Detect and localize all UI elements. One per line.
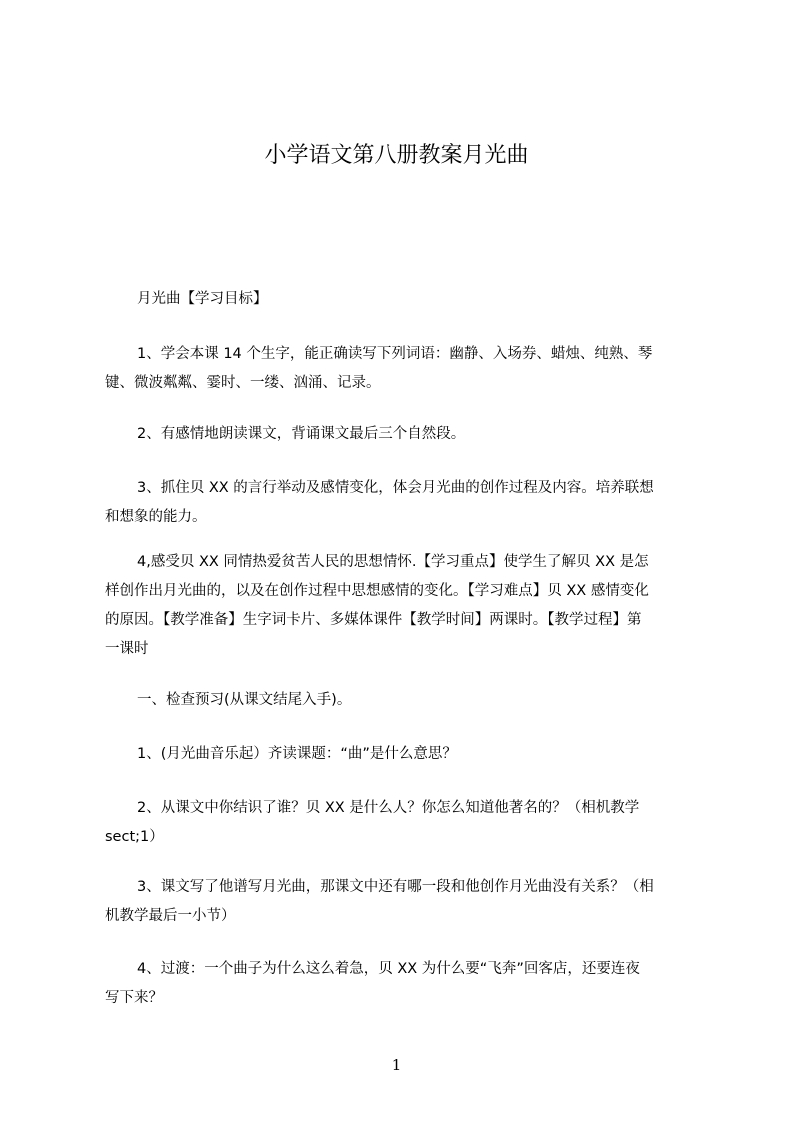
paragraph-section-1 [105,686,705,715]
paragraph-line: 2、有感情地朗读课文，背诵课文最后三个自然段。 [137,426,466,442]
paragraph-goal-2 [105,420,705,449]
paragraph-goal-1 [105,340,705,398]
paragraph-line: 3、课文写了他谱写月光曲，那课文中还有哪一段和他创作月光曲没有关系？（相 [137,879,654,895]
paragraph-line: 4、过渡：一个曲子为什么这么着急，贝 XX 为什么要“飞奔”回客店，还要连夜 [137,961,640,977]
paragraph-step-2 [105,794,705,852]
paragraph-line: 样创作出月光曲的，以及在创作过程中思想感情的变化。【学习难点】贝 XX 感情变化 [105,583,649,599]
page-number: 1 [391,1056,402,1074]
paragraph-line: 月光曲【学习目标】 [137,291,268,307]
paragraph-line: 一、检查预习(从课文结尾入手)。 [137,692,352,708]
paragraph-line: 键、微波粼粼、霎时、一缕、汹涌、记录。 [105,375,381,391]
paragraph-line: 一课时 [105,641,149,657]
paragraph-line: 1、(月光曲音乐起）齐读课题：“曲”是什么意思？ [137,746,457,762]
paragraph-line: 机教学最后一小节） [105,908,236,924]
paragraph-line: 的原因。【教学准备】生字词卡片、多媒体课件【教学时间】两课时。【教学过程】第 [105,612,642,628]
paragraph-goal-3 [105,474,705,532]
paragraph-step-3 [105,873,705,931]
paragraph-line: 2、从课文中你结识了谁？贝 XX 是什么人？你怎么知道他著名的？（相机教学 [137,800,640,816]
paragraph-step-4 [105,955,705,1013]
document-title: 小学语文第八册教案月光曲 [264,143,529,168]
paragraph-goal-4 [105,548,705,664]
paragraph-step-1 [105,740,705,769]
paragraph-line: sect;1） [105,829,164,845]
paragraph-line: 3、抓住贝 XX 的言行举动及感情变化，体会月光曲的创作过程及内容。培养联想 [137,480,654,496]
paragraph-line: 1、学会本课 14 个生字，能正确读写下列词语：幽静、入场券、蜡烛、纯熟、琴 [137,346,653,362]
paragraph-line: 和想象的能力。 [105,509,207,525]
paragraph-heading-goals [105,285,705,314]
paragraph-line: 写下来？ [105,990,163,1006]
paragraph-line: 4,感受贝 XX 同情热爱贫苦人民的思想情怀.【学习重点】使学生了解贝 XX 是怎 [137,554,649,570]
